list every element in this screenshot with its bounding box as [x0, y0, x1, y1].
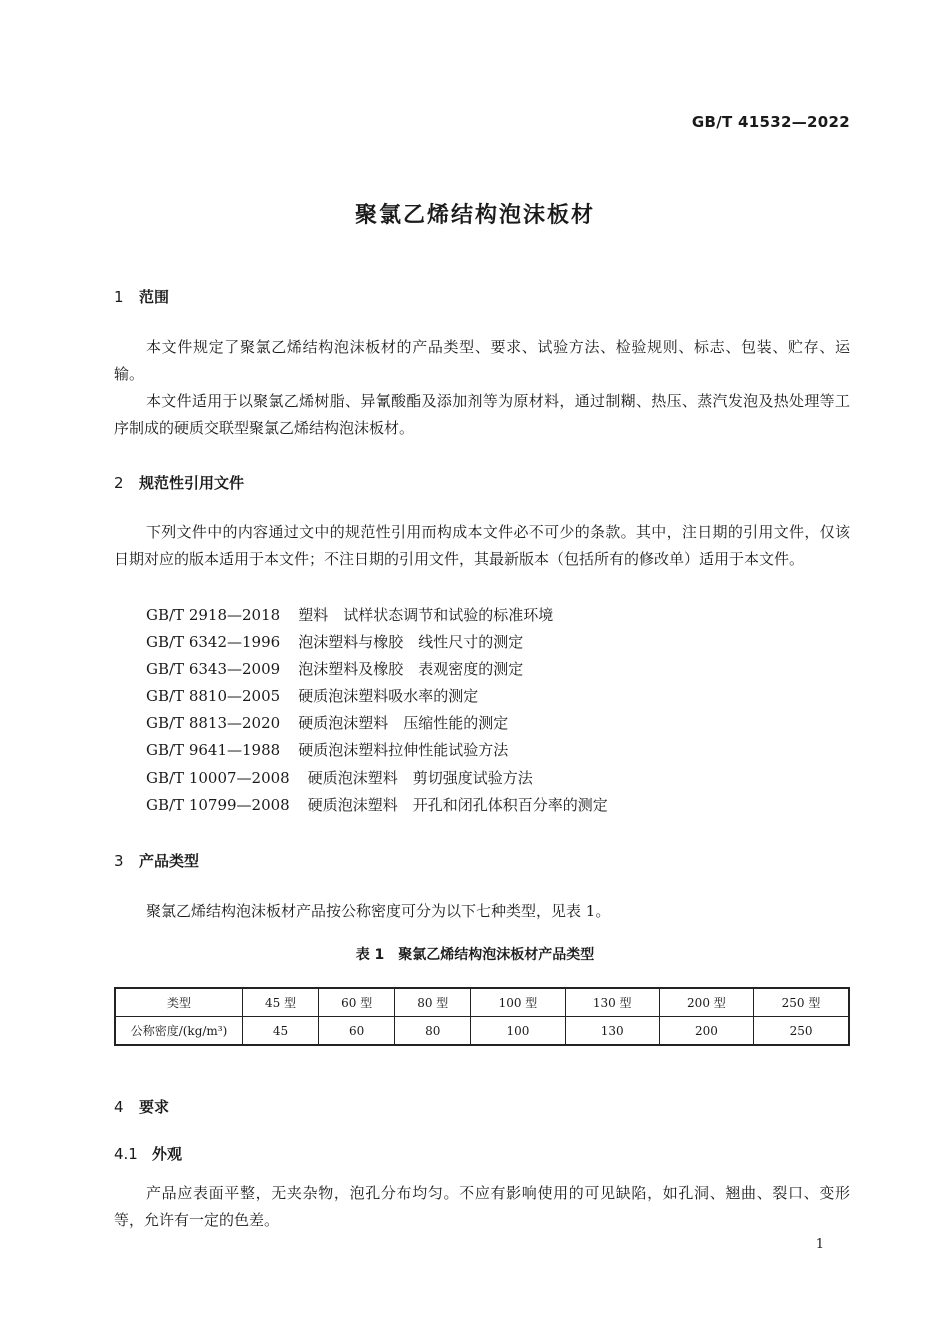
table-cell: 80	[395, 1017, 471, 1046]
reference-code: GB/T 9641—1988	[146, 741, 281, 759]
reference-title: 硬质泡沫塑料拉伸性能试验方法	[298, 741, 509, 759]
table-cell: 250 型	[754, 988, 849, 1017]
table-row	[115, 1017, 849, 1046]
section-2-intro: 下列文件中的内容通过文中的规范性引用而构成本文件必不可少的条款。其中，注日期的引用文件，仅该日期对应的版本适用于本文件；不注日期的引用文件，其最新版本（包括所有的修改单）适用于本文件。	[114, 523, 850, 568]
section-4-heading	[114, 1096, 169, 1117]
table-caption: 表 1 聚氯乙烯结构泡沫板材产品类型	[355, 947, 595, 963]
reference-title: 硬质泡沫塑料吸水率的测定	[298, 687, 479, 705]
table-cell: 100 型	[471, 988, 565, 1017]
subsection-title: 外观	[152, 1145, 183, 1163]
section-title: 产品类型	[139, 852, 200, 870]
section-3-heading	[114, 850, 199, 871]
reference-item	[146, 737, 508, 764]
reference-item	[146, 629, 523, 656]
section-1-para-2: 本文件适用于以聚氯乙烯树脂、异氰酸酯及添加剂等为原材料，通过制糊、热压、蒸汽发泡及热处理等工序制成的硬质交联型聚氯乙烯结构泡沫板材。	[114, 392, 850, 437]
section-title: 要求	[139, 1098, 170, 1116]
reference-code: GB/T 6342—1996	[146, 633, 281, 651]
reference-code: GB/T 10007—2008	[146, 769, 290, 787]
section-number: 3	[114, 852, 124, 870]
table-cell: 80 型	[395, 988, 471, 1017]
section-1-heading	[114, 286, 169, 307]
section-number: 2	[114, 474, 124, 492]
subsection-4-1-para: 产品应表面平整，无夹杂物，泡孔分布均匀。不应有影响使用的可见缺陷，如孔洞、翘曲、裂口、变形等，允许有一定的色差。	[114, 1184, 850, 1229]
table-row	[115, 988, 849, 1017]
section-2-heading	[114, 472, 244, 493]
reference-code: GB/T 10799—2008	[146, 796, 290, 814]
table-cell: 60	[319, 1017, 395, 1046]
reference-title: 硬质泡沫塑料 剪切强度试验方法	[307, 769, 533, 787]
table-cell: 250	[754, 1017, 849, 1046]
reference-title: 塑料 试样状态调节和试验的标准环境	[298, 606, 554, 624]
reference-item	[146, 683, 478, 710]
reference-item	[146, 656, 523, 683]
reference-title: 泡沫塑料及橡胶 表观密度的测定	[298, 660, 524, 678]
section-title: 规范性引用文件	[139, 474, 245, 492]
reference-title: 硬质泡沫塑料 开孔和闭孔体积百分率的测定	[307, 796, 608, 814]
table-cell-label: 类型	[115, 988, 243, 1017]
page-number: 1	[815, 1237, 824, 1252]
subsection-4-1-heading	[114, 1143, 182, 1164]
table-cell: 100	[471, 1017, 565, 1046]
reference-item	[146, 602, 553, 629]
reference-title: 硬质泡沫塑料 压缩性能的测定	[298, 714, 509, 732]
table-cell: 200	[659, 1017, 753, 1046]
table-cell-label: 公称密度/(kg/m³)	[115, 1017, 243, 1046]
table-cell: 45	[243, 1017, 319, 1046]
reference-item	[146, 765, 533, 792]
section-1-para-1: 本文件规定了聚氯乙烯结构泡沫板材的产品类型、要求、试验方法、检验规则、标志、包装、贮存、运输。	[114, 338, 850, 383]
document-title: 聚氯乙烯结构泡沫板材	[354, 203, 595, 228]
reference-code: GB/T 2918—2018	[146, 606, 281, 624]
reference-code: GB/T 8813—2020	[146, 714, 281, 732]
section-number: 1	[114, 288, 124, 306]
standard-number: GB/T 41532—2022	[691, 113, 850, 131]
subsection-number: 4.1	[114, 1145, 138, 1163]
reference-code: GB/T 8810—2005	[146, 687, 281, 705]
reference-item	[146, 792, 608, 819]
reference-item	[146, 710, 508, 737]
table-cell: 130 型	[565, 988, 659, 1017]
reference-title: 泡沫塑料与橡胶 线性尺寸的测定	[298, 633, 524, 651]
table-cell: 200 型	[659, 988, 753, 1017]
table-cell: 130	[565, 1017, 659, 1046]
section-title: 范围	[139, 288, 170, 306]
table-cell: 60 型	[319, 988, 395, 1017]
product-types-table	[114, 987, 850, 1046]
reference-code: GB/T 6343—2009	[146, 660, 281, 678]
section-number: 4	[114, 1098, 124, 1116]
table-cell: 45 型	[243, 988, 319, 1017]
section-3-para: 聚氯乙烯结构泡沫板材产品按公称密度可分为以下七种类型，见表 1。	[146, 902, 611, 920]
